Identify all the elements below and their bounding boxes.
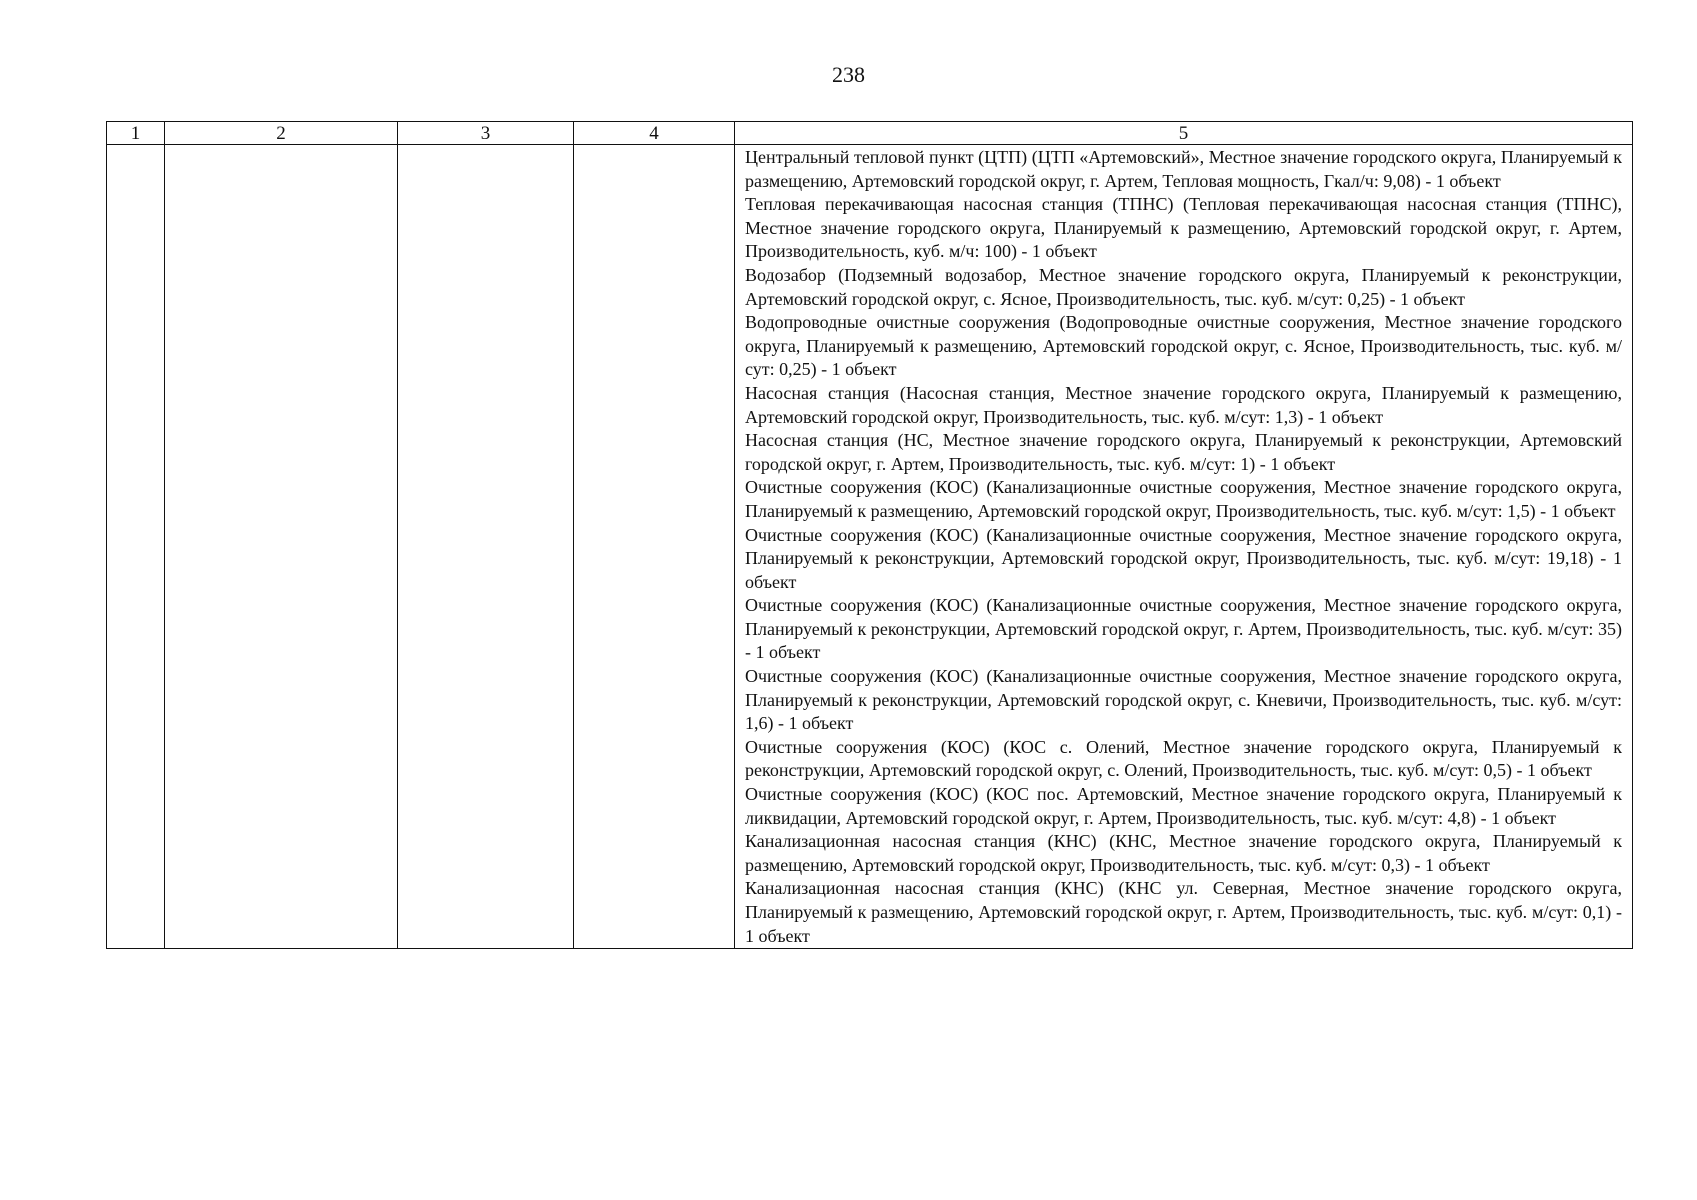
object-entry: Насосная станция (НС, Местное значение городского округа, Планируемый к реконструкции, Артемовский городской округ, г. Артем, Производительность, тыс. куб. м/сут: 1) - 1 объект [745, 430, 1622, 474]
object-entry: Канализационная насосная станция (КНС) (КНС, Местное значение городского округа, Планируемый к размещению, Артемовский городской округ, Производительность, тыс. куб. м/сут: 0,3) - 1 объект [745, 831, 1622, 875]
objects-table [106, 121, 1633, 949]
cell-col-3 [398, 145, 574, 949]
object-entries-list [735, 145, 1632, 948]
object-entry: Центральный тепловой пункт (ЦТП) (ЦТП «Артемовский», Местное значение городского округа, Планируемый к размещению, Артемовский городской округ, г. Артем, Тепловая мощность, Гкал/ч: 9,08) - 1 объект [745, 147, 1622, 191]
column-header-1: 1 [107, 122, 165, 145]
cell-col-1 [107, 145, 165, 949]
object-entry: Очистные сооружения (КОС) (Канализационные очистные сооружения, Местное значение городского округа, Планируемый к реконструкции, Артемовский городской округ, Производительность, тыс. куб. м/сут: 19,18) - 1 объект [745, 524, 1622, 592]
page-number: 238 [832, 62, 865, 87]
object-entry: Очистные сооружения (КОС) (КОС пос. Артемовский, Местное значение городского округа, Планируемый к ликвидации, Артемовский городской округ, г. Артем, Производительность, тыс. куб. м/сут: 4,8) - 1 объект [745, 784, 1622, 828]
object-entry: Очистные сооружения (КОС) (КОС с. Олений, Местное значение городского округа, Планируемый к реконструкции, Артемовский городской округ, с. Олений, Производительность, тыс. куб. м/сут: 0,5) - 1 объект [745, 736, 1622, 781]
column-header-5: 5 [735, 122, 1633, 145]
object-entry: Водозабор (Подземный водозабор, Местное значение городского округа, Планируемый к реконструкции, Артемовский городской округ, с. Ясное, Производительность, тыс. куб. м/сут: 0,25) - 1 объект [745, 264, 1622, 309]
object-entry: Очистные сооружения (КОС) (Канализационные очистные сооружения, Местное значение городского округа, Планируемый к реконструкции, Артемовский городской округ, с. Кневичи, Производительность, тыс. куб. м/сут: 1,6) - 1 объект [745, 666, 1622, 734]
cell-col-5 [735, 145, 1633, 949]
object-entry: Очистные сооружения (КОС) (Канализационные очистные сооружения, Местное значение городского округа, Планируемый к реконструкции, Артемовский городской округ, г. Артем, Производительность, тыс. куб. м/сут: 35) - 1 объект [745, 595, 1622, 663]
table-header-row [107, 122, 1633, 145]
table-row [107, 145, 1633, 949]
cell-col-2 [165, 145, 398, 949]
column-header-4: 4 [574, 122, 735, 145]
object-entry: Канализационная насосная станция (КНС) (КНС ул. Северная, Местное значение городского округа, Планируемый к размещению, Артемовский городской округ, г. Артем, Производительность, тыс. куб. м/сут: 0,1) - 1 объект [745, 878, 1622, 946]
object-entry: Тепловая перекачивающая насосная станция (ТПНС) (Тепловая перекачивающая насосная станция (ТПНС), Местное значение городского округа, Планируемый к размещению, Артемовский городской округ, г. Артем, Производительность, куб. м/ч: 100) - 1 объект [745, 194, 1622, 262]
object-entry: Водопроводные очистные сооружения (Водопроводные очистные сооружения, Местное значение городского округа, Планируемый к размещению, Артемовский городской округ, с. Ясное, Производительность, тыс. куб. м/сут: 0,25) - 1 объект [745, 312, 1622, 380]
column-header-2: 2 [165, 122, 398, 145]
column-header-3: 3 [398, 122, 574, 145]
cell-col-4 [574, 145, 735, 949]
object-entry: Очистные сооружения (КОС) (Канализационные очистные сооружения, Местное значение городского округа, Планируемый к размещению, Артемовский городской округ, Производительность, тыс. куб. м/сут: 1,5) - 1 объект [745, 477, 1622, 521]
object-entry: Насосная станция (Насосная станция, Местное значение городского округа, Планируемый к размещению, Артемовский городской округ, Производительность, тыс. куб. м/сут: 1,3) - 1 объект [745, 382, 1622, 427]
